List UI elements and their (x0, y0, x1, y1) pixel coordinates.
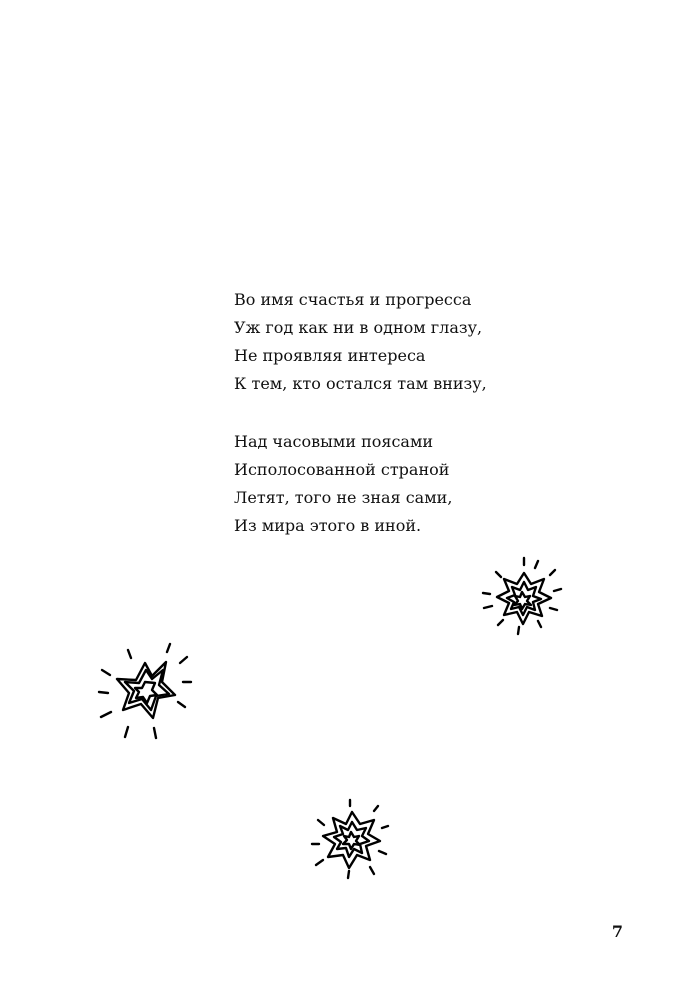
poem-line: Над часовыми поясами (234, 432, 434, 451)
star-doodle-icon (308, 798, 396, 880)
star-doodle-icon (478, 555, 570, 640)
poem-line: Во имя счастья и прогресса (234, 290, 472, 309)
poem-line: Из мира этого в иной. (234, 516, 422, 535)
page-number: 7 (611, 922, 623, 941)
stanza-1 (234, 286, 534, 398)
poem-line: Уж год как ни в одном глазу, (234, 318, 483, 337)
poem-line: Исполосованной страной (234, 460, 450, 479)
poem-line: К тем, кто остался там внизу, (234, 374, 487, 393)
stanza-2 (234, 428, 534, 540)
star-doodle-icon (92, 640, 202, 745)
poem-line: Не проявляя интереса (234, 346, 426, 365)
poem (234, 286, 534, 540)
poem-line: Летят, того не зная сами, (234, 488, 453, 507)
